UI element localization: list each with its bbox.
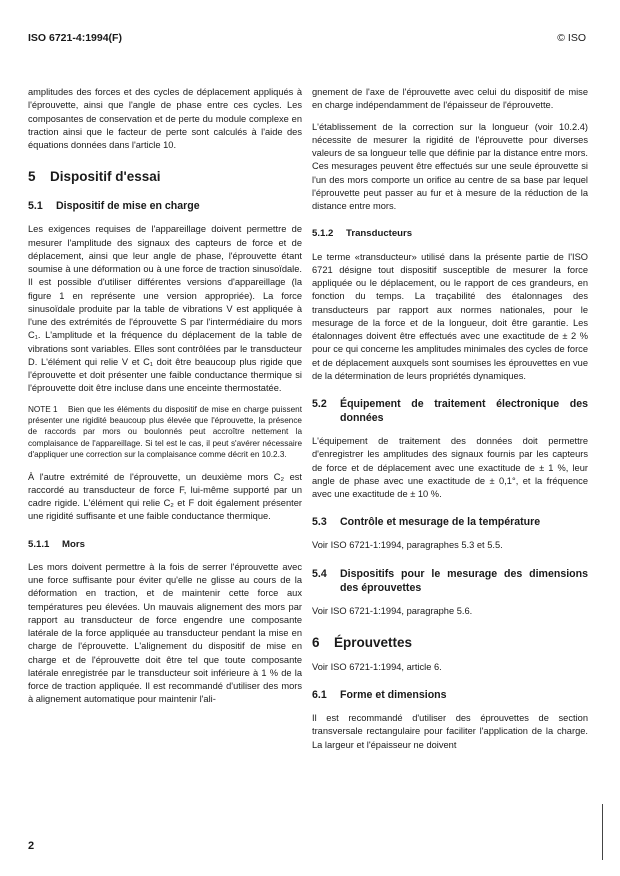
section-6-1-heading — [312, 688, 588, 702]
section-5-3-heading — [312, 515, 588, 529]
section-5-1-heading — [28, 199, 302, 213]
transducers-paragraph: Le terme «transducteur» utilisé dans la présente partie de l'ISO 6721 désigne tout dispositif susceptible de mesurer la force appliquée ou le déplacement, ou le rapport de ces grandeurs, en fonction du temps. La traçabilité des étalonnages des transducteurs par rapport aux normes nationales, pour le mesurage de la force et de la longueur, doit être garantie. Les étalonnages doivent être effectués avec une exactitude de ± 2 % pour ce qui concerne les amplitudes minimales des cycles de force et de déplacement auxquels sont soumises les éprouvettes en vue de la détermination de leurs propriétés dynamiques. — [312, 251, 588, 381]
continuation-paragraph: gnement de l'axe de l'éprouvette avec celui du dispositif de mise en charge indépendamment de l'épaisseur de l'éprouvette. — [312, 87, 588, 111]
dimensions-paragraph: Voir ISO 6721-1:1994, paragraphe 5.6. — [312, 605, 473, 616]
section-title: Équipement de traitement électronique des données — [340, 398, 588, 424]
section-title: Dispositifs pour le mesurage des dimensions des éprouvettes — [340, 567, 588, 594]
section-title: Contrôle et mesurage de la température — [340, 516, 541, 529]
section-title: Éprouvettes — [334, 634, 413, 650]
note-1 — [28, 404, 302, 461]
section-number: 6.1 — [312, 689, 327, 701]
section-title: Dispositif d'essai — [50, 169, 161, 185]
section-5-1-2-heading — [312, 227, 588, 240]
section-5-1-1-heading — [28, 538, 302, 551]
intro-paragraph: amplitudes des forces et des cycles de déplacement appliqués à l'éprouvette, ainsi que l'angle de phase entre ces cycles. Les composantes de conservation et de perte du module complexe en traction ainsi que le facteur de perte sont calculés à l'aide des équations données dans l'article 10. — [28, 87, 302, 150]
section-number: 5.1 — [28, 200, 43, 213]
page-number: 2 — [28, 840, 35, 852]
grips-paragraph: Les mors doivent permettre à la fois de serrer l'éprouvette avec une force suffisante pour éviter qu'elle ne glisse au cours de la déformation en traction, et de maintenir cette force aux températures peu élevées. Un mauvais alignement des mors par rapport au transducteur de force engendre une composante latérale de la force appliquée au transducteur pendant la mise en charge de l'éprouvette. L'alignement du dispositif de mise en charge et de l'éprouvette doit être tel que toute composante latérale enregistrée par le transducteur soit inférieure à 1 % de la force de traction appliquée. Il est recommandé d'utiliser des mors à alignement automatique pour maintenir l'ali- — [28, 561, 302, 705]
note-label: NOTE 1 — [28, 404, 58, 414]
section-number: 5.1.1 — [28, 538, 50, 550]
right-column — [312, 86, 588, 760]
note-text: Bien que les éléments du dispositif de mise en charge puissent présenter une rigidité beaucoup plus élevée que l'éprouvette, la présence de raccords par mors ou boulonnés peut accroître nettement la complaisance de l'appareillage. Si tel est le cas, il peut s'avérer nécessaire d'appliquer une correction sur la complaisance comme décrit en 10.2.3. — [28, 404, 302, 460]
section-6-heading — [312, 634, 588, 651]
section-number: 5.3 — [312, 516, 327, 529]
specimens-paragraph: Voir ISO 6721-1:1994, article 6. — [312, 661, 442, 672]
loading-device-paragraph: Les exigences requises de l'appareillage doivent permettre de mesurer l'amplitude des signaux des capteurs de force et de déplacement, ainsi que leur angle de phase, l'éprouvette étant soumise à une déformation ou à une force de traction sinusoïdale. Il est possible d'utiliser différentes versions d'appareillage (la figure 1 en représente une version appropriée). La force sinusoïdale produite par la table de vibrations V est appliquée à l'une des extrémités de l'éprouvette S par l'intermédiaire du mors C₁. L'amplitude et la fréquence du déplacement de la table de vibrations sont variables. Elles sont contrôlées par le transducteur D. L'élément qui relie V et C₁ doit être beaucoup plus rigide que l'éprouvette et doit présenter une faible conductance thermique si l'éprouvette doit être incluse dans une enceinte thermostatée. — [28, 224, 302, 394]
section-number: 6 — [312, 634, 320, 650]
grip-c2-paragraph: À l'autre extrémité de l'éprouvette, un deuxième mors C₂ est raccordé au transducteur de force F, lui-même supporté par un cadre rigide. L'élément qui relie C₂ et F doit également présenter une rigidité suffisante et une faible conductance thermique. — [28, 471, 302, 522]
section-title: Dispositif de mise en charge — [56, 200, 200, 213]
copyright-mark: © ISO — [557, 32, 586, 44]
section-5-heading — [28, 168, 302, 185]
margin-line — [602, 804, 603, 860]
section-number: 5.1.2 — [312, 228, 334, 240]
temperature-paragraph: Voir ISO 6721-1:1994, paragraphes 5.3 et 5.5. — [312, 540, 503, 551]
shape-paragraph: Il est recommandé d'utiliser des éprouvettes de section transversale rectangulaire pour faciliter l'application de la charge. La largeur et l'épaisseur ne doivent — [312, 713, 588, 750]
length-correction-paragraph: L'établissement de la correction sur la longueur (voir 10.2.4) nécessite de mesurer la rigidité de l'éprouvette pour diverses valeurs de sa longueur telle que définie par la distance entre mors. Ces mesurages peuvent être effectués sur une seule éprouvette si l'un des mors comporte un orifice au centre de sa base par lequel l'éprouvette peut passer au fur et à mesure de la réduction de la distance entre mors. — [312, 121, 588, 211]
section-5-4-heading — [312, 567, 588, 595]
section-5-2-heading — [312, 397, 588, 425]
data-processing-paragraph: L'équipement de traitement des données doit permettre d'enregistrer les amplitudes des signaux fournis par les capteurs de force et de déplacement avec une exactitude de ± 1 %, leur angle de phase avec une exactitude de ± 0,1°, et la fréquence avec une exactitude de ± 10 %. — [312, 436, 588, 499]
section-title: Forme et dimensions — [340, 689, 447, 701]
standard-reference: ISO 6721-4:1994(F) — [28, 32, 122, 44]
section-number: 5.4 — [312, 567, 327, 580]
section-number: 5 — [28, 169, 36, 185]
section-title: Mors — [62, 538, 85, 550]
left-column — [28, 86, 302, 715]
section-title: Transducteurs — [346, 228, 413, 240]
section-number: 5.2 — [312, 398, 327, 410]
